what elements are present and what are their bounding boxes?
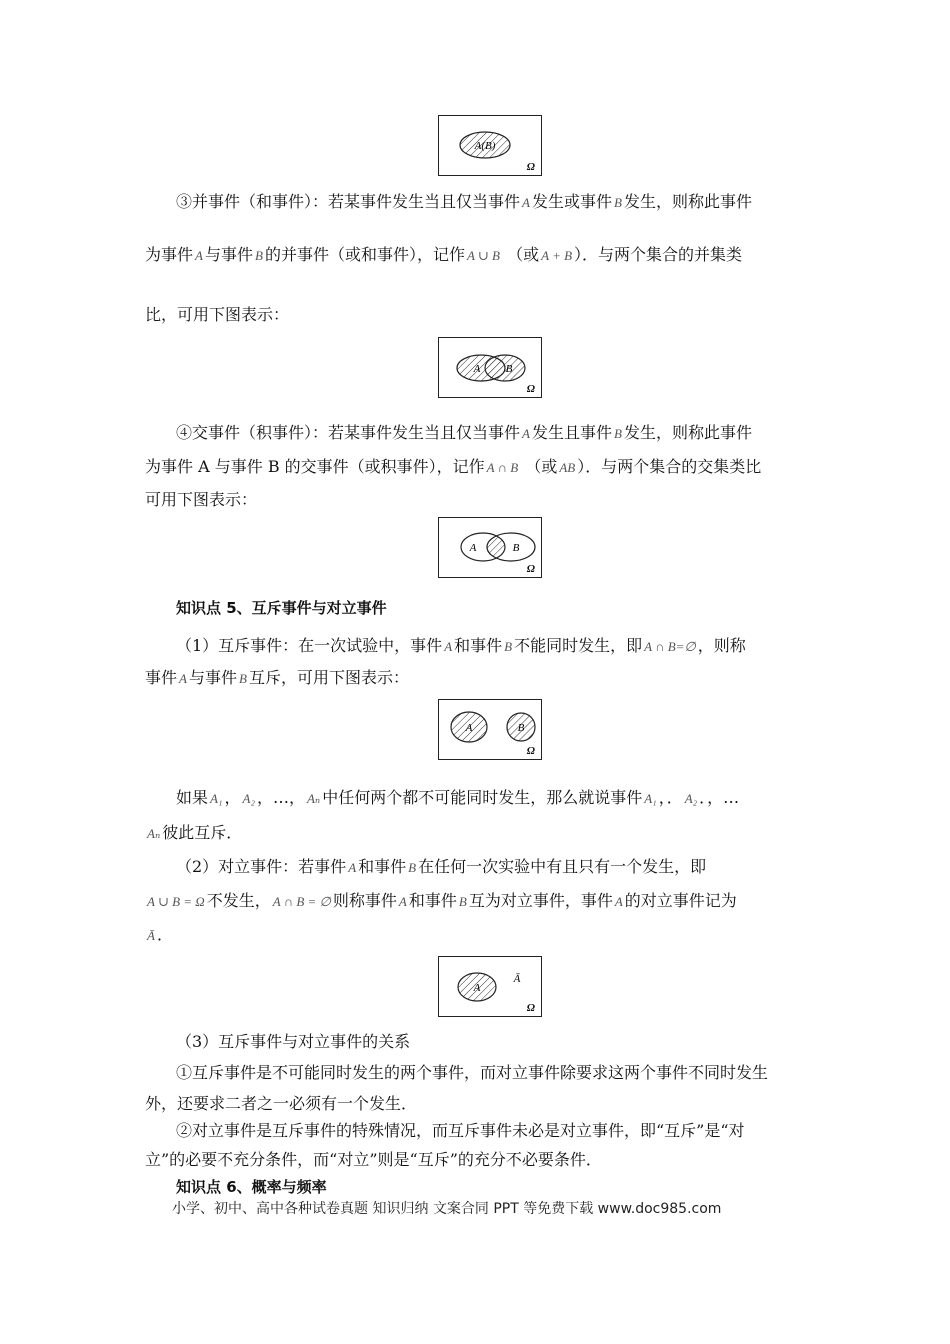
intersection-def-line1: ④交事件（积事件）：若某事件发生当且仅当事件 A 发生且事件 B 发生，则称此事件 <box>176 423 752 442</box>
intersection-def-line3: 可用下图表示： <box>145 490 258 509</box>
footer-text: 小学、初中、高中各种试卷真题 知识归纳 文案合同 PPT 等免费下载 www.doc985.com <box>172 1201 722 1217</box>
omega-label: Ω <box>526 745 535 757</box>
relation-point2-line2: 立”的必要不充分条件，而“对立”则是“互斥”的充分不必要条件． <box>145 1150 602 1169</box>
relation-point1-line2: 外，还要求二者之一必须有一个发生． <box>145 1094 418 1113</box>
set-a-label: A <box>473 982 481 994</box>
set-a-label: A <box>473 363 481 375</box>
section-heading-5: 知识点 5、互斥事件与对立事件 <box>176 599 387 617</box>
omega-label: Ω <box>526 1002 535 1014</box>
set-b-label: B <box>517 722 525 734</box>
exclusive-def-line2: 事件 A 与事件 B 互斥，可用下图表示： <box>145 668 409 687</box>
set-b-label: B <box>512 542 520 554</box>
venn-intersection-figure <box>438 517 542 578</box>
relation-title: （3）互斥事件与对立事件的关系 <box>176 1032 411 1051</box>
venn-exclusive-figure <box>438 699 542 760</box>
set-b-label: B <box>505 363 513 375</box>
venn-complement-figure <box>438 956 542 1017</box>
union-def-line1: ③并事件（和事件）：若某事件发生当且仅当事件 A 发生或事件 B 发生，则称此事件 <box>176 192 752 211</box>
venn-equal-events-figure <box>438 115 542 176</box>
omega-label: Ω <box>526 383 535 395</box>
exclusive-def-line1: （1）互斥事件：在一次试验中，事件 A 和事件 B 不能同时发生，即 A ∩ B=∅ ，则称 <box>176 636 746 655</box>
complement-def-line1: （2）对立事件：若事件 A 和事件 B 在任何一次实验中有且只有一个发生，即 <box>176 857 707 876</box>
complement-label: Ā <box>513 973 521 985</box>
exclusive-multi-line2: Aₙ 彼此互斥． <box>147 823 243 842</box>
section-heading-6: 知识点 6、概率与频率 <box>176 1178 327 1196</box>
complement-def-line3: Ā ． <box>147 925 173 944</box>
exclusive-multi-line1: 如果 A₁ ， A₂ ，…， Aₙ 中任何两个都不可能同时发生，那么就说事件 A₁ ，． A₂ ．，… <box>176 788 740 807</box>
relation-point2-line1: ②对立事件是互斥事件的特殊情况，而互斥事件未必是对立事件，即“互斥”是“对 <box>176 1121 745 1140</box>
union-def-line3: 比，可用下图表示： <box>145 305 290 324</box>
set-a-label: A <box>465 722 473 734</box>
omega-label: Ω <box>526 563 535 575</box>
omega-label: Ω <box>526 161 535 173</box>
set-label: A(B) <box>474 140 496 152</box>
relation-point1-line1: ①互斥事件是不可能同时发生的两个事件，而对立事件除要求这两个事件不同时发生 <box>176 1063 769 1082</box>
set-a-label: A <box>469 542 477 554</box>
complement-def-line2: A ∪ B = Ω 不发生， A ∩ B = ∅ 则称事件 A 和事件 B 互为对立事件，事件 A 的对立事件记为 <box>147 891 737 910</box>
union-def-line2: 为事件 A 与事件 B 的并事件（或和事件），记作 A ∪ B （或 A + B ）．与两个集合的并集类 <box>145 245 743 264</box>
venn-union-figure <box>438 337 542 398</box>
intersection-def-line2: 为事件 A 与事件 B 的交事件（或积事件），记作 A ∩ B （或 AB ）．与两个集合的交集类比 <box>145 457 762 476</box>
